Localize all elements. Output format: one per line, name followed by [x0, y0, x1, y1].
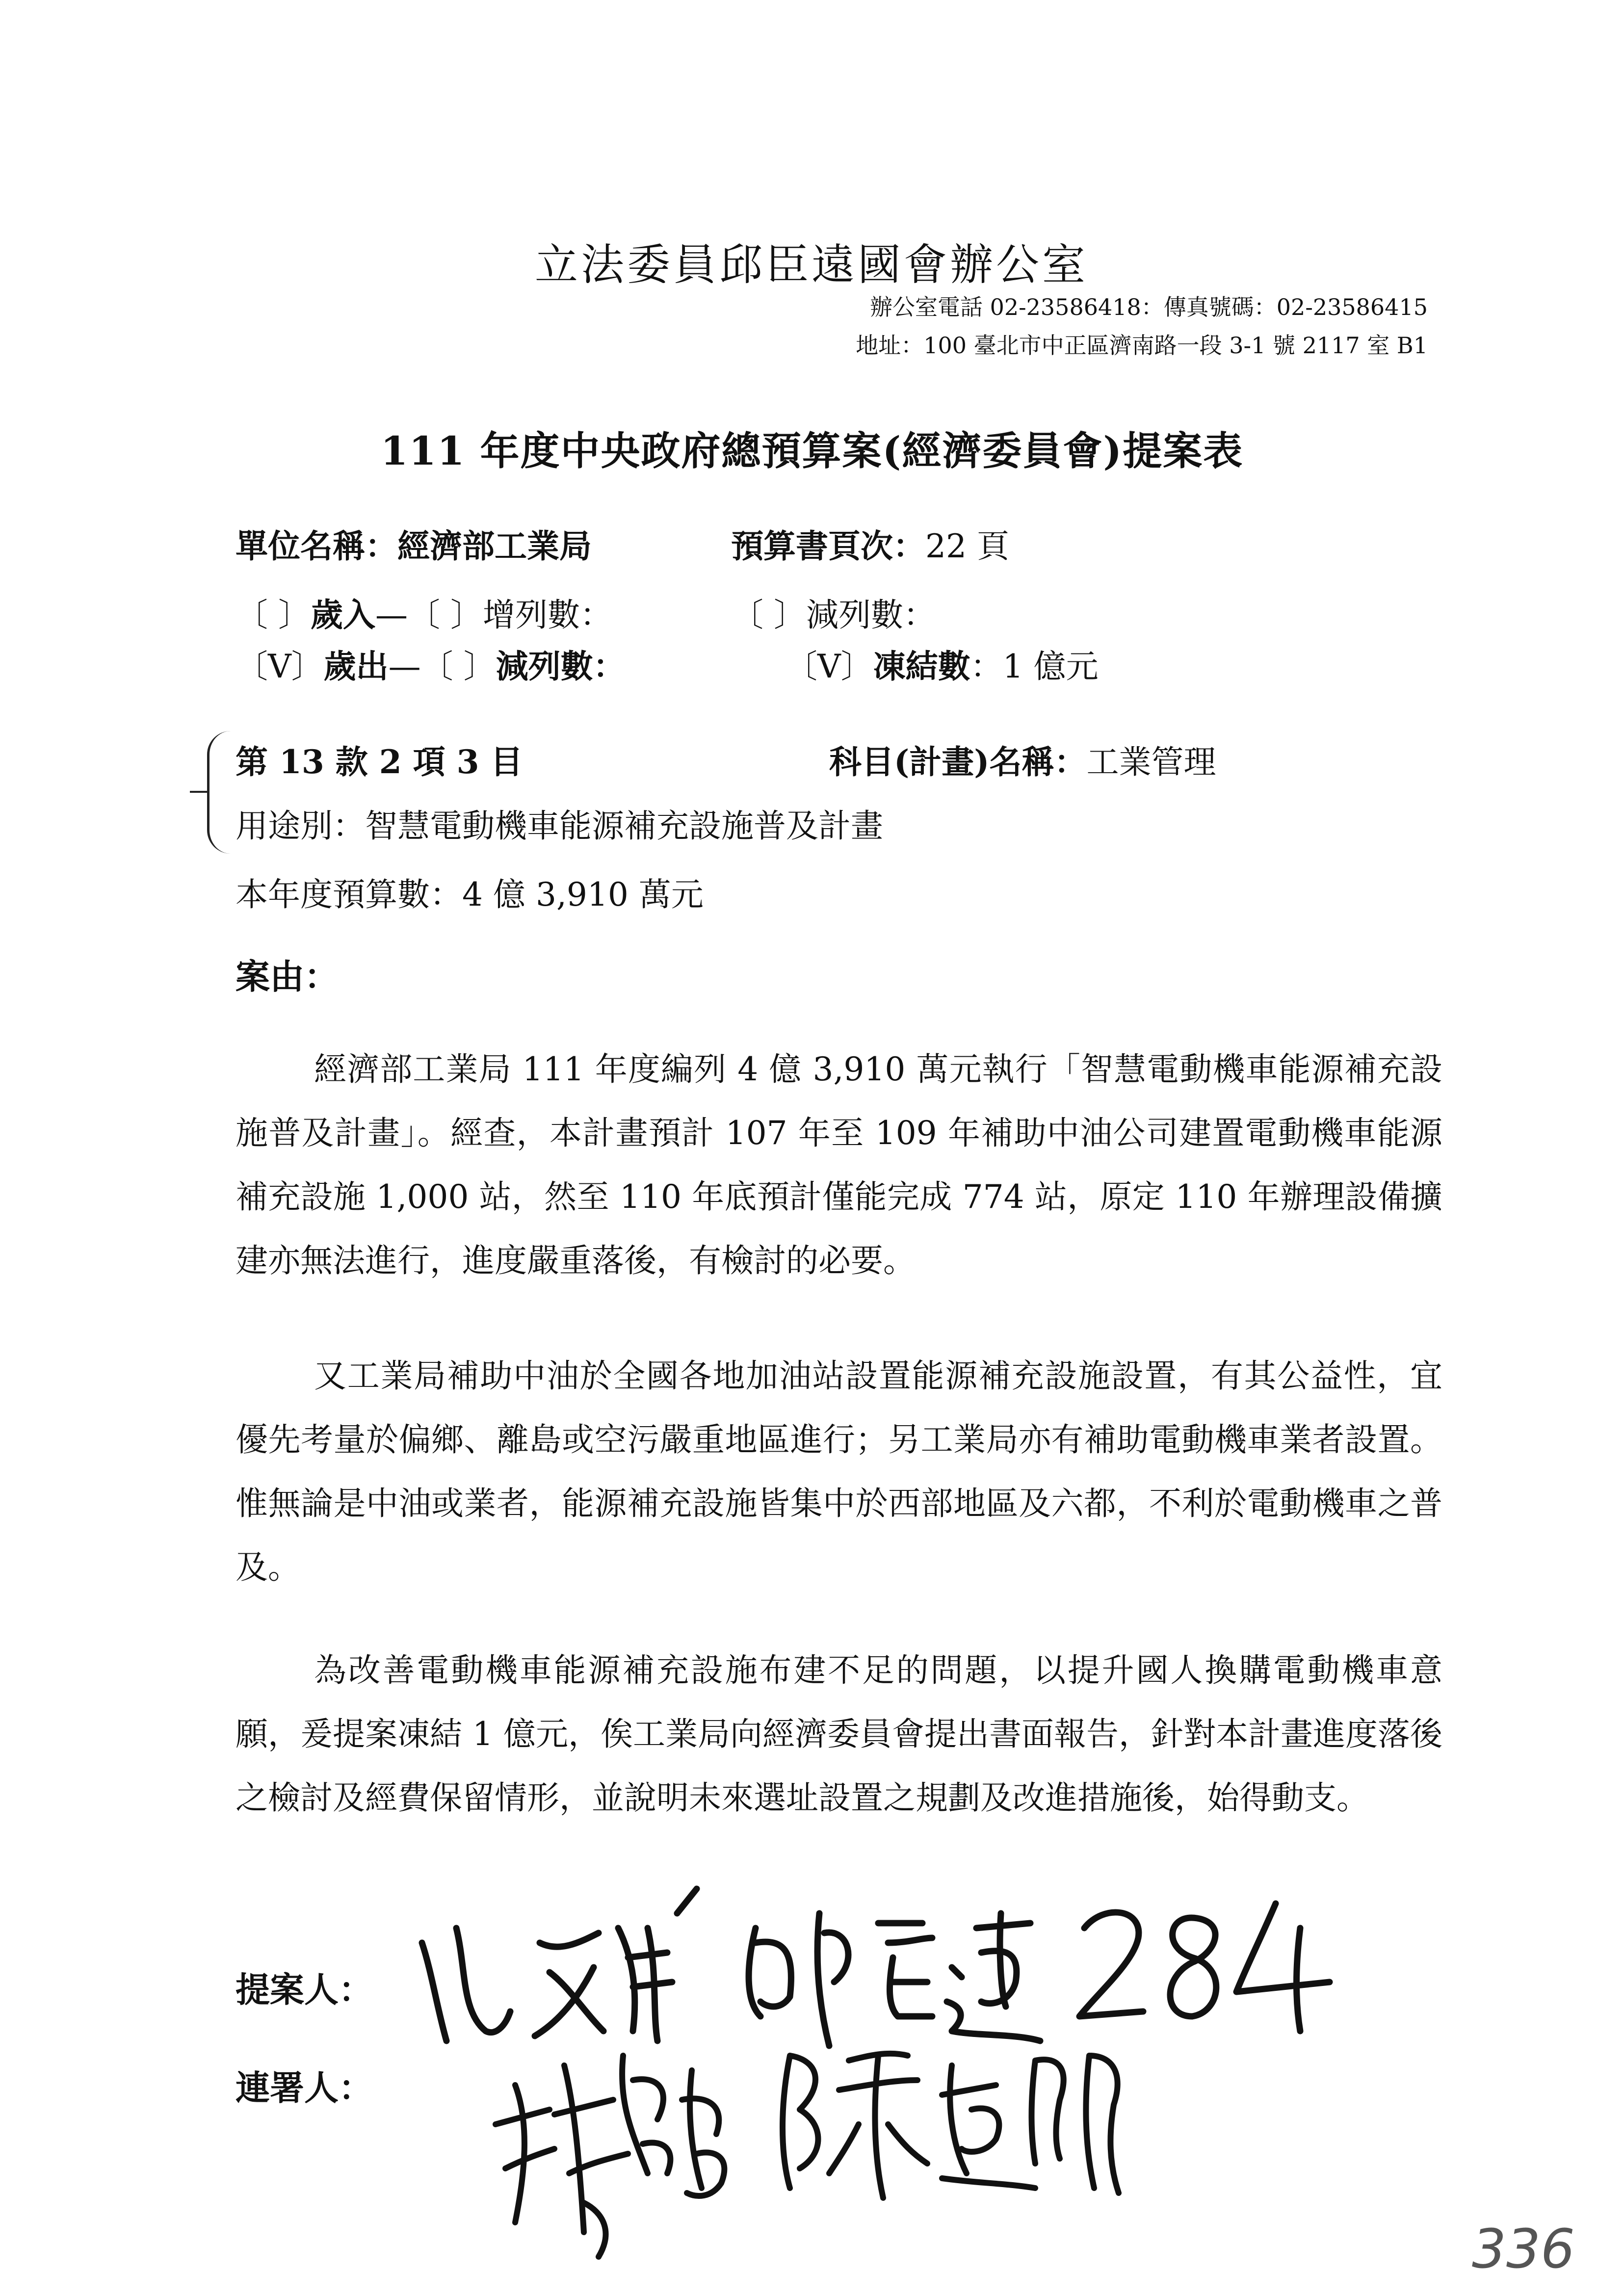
- budget-line: 本年度預算數：4 億 3,910 萬元: [236, 876, 704, 913]
- income-label: 歲入: [310, 596, 375, 634]
- expense-checkbox: 〔V〕: [236, 648, 324, 685]
- freeze-row: [785, 640, 1099, 687]
- cosigner-signature-stroke-6: [783, 2056, 818, 2188]
- proposer-signature-stroke-5: [677, 1889, 697, 1913]
- cosigner-signatures: [486, 2026, 1173, 2271]
- unit-row: [236, 520, 592, 567]
- subject-row: [829, 736, 1216, 783]
- expense-dash: —〔 〕: [388, 648, 496, 685]
- office-address: 地址：100 臺北市中正區濟南路一段 3-1 號 2117 室 B1: [856, 332, 1428, 359]
- page-value: 22 頁: [925, 527, 1009, 565]
- signature-number-2: [1079, 1912, 1143, 2016]
- expense-reduce-label: 減列數：: [496, 647, 626, 685]
- office-name: 立法委員邱臣遠國會辦公室: [535, 239, 1089, 290]
- proposer-signature-stroke-3: [535, 1933, 603, 2036]
- office-phone: 辦公室電話 02-23586418：傳真號碼：02-23586415: [869, 294, 1428, 320]
- usage-line: 用途別：智慧電動機車能源補充設施普及計畫: [236, 807, 883, 845]
- cosigner-signature-stroke-5: [584, 2203, 605, 2257]
- expense-row: [236, 640, 626, 687]
- cosigner-signature-stroke-9: [1032, 2056, 1119, 2193]
- unit-label: 單位名稱：: [236, 527, 397, 565]
- cosigner-signature-stroke-8: [942, 2065, 1035, 2188]
- item-bracket: [207, 731, 234, 854]
- income-increase: —〔 〕增列數：: [375, 596, 612, 634]
- proposer-signature-stroke-8: [947, 1913, 1040, 2041]
- freeze-value: ：1 億元: [970, 648, 1099, 685]
- document-title: 111 年度中央政府總預算案(經濟委員會)提案表: [380, 428, 1244, 474]
- expense-label: 歲出: [323, 647, 389, 685]
- page-label: 預算書頁次：: [731, 527, 925, 565]
- cosigner-label: 連署人：: [236, 2067, 373, 2108]
- page-number: 336: [1472, 2218, 1575, 2280]
- proposer-signature-stroke-2: [456, 1928, 510, 2033]
- item-number: 第 13 款 2 項 3 目: [236, 743, 523, 781]
- unit-value: 經濟部工業局: [397, 527, 592, 565]
- signature-number-4: [1236, 1904, 1330, 2031]
- income-row: [236, 589, 612, 635]
- proposer-label: 提案人：: [236, 1969, 373, 2010]
- cosigner-signature-stroke-7: [829, 2054, 927, 2198]
- paragraph-1: 經濟部工業局 111 年度編列 4 億 3,910 萬元執行「智慧電動機車能源補充設施普及計畫」。經查，本計畫預計 107 年至 109 年補助中油公司建置電動機車能源補充設施 1,000 站，然至 110 年底預計僅能完成 774 站，原定 110 年辦理設備擴建亦無法進行，進度嚴重落後，有檢討的必要。: [236, 1050, 1442, 1279]
- signature-number-8: [1170, 1918, 1216, 2016]
- cosigner-signature-stroke-1: [496, 2085, 554, 2222]
- income-reduce: 〔 〕減列數：: [731, 596, 936, 634]
- reason-label: 案由：: [236, 956, 339, 997]
- page-ref-row: [731, 520, 1009, 567]
- proposer-signature-stroke-7: [878, 1923, 932, 2016]
- proposer-signature-stroke-1: [422, 1943, 446, 2041]
- freeze-label: 凍結數: [873, 647, 970, 685]
- proposer-signature-stroke-4: [618, 1928, 672, 2041]
- paragraph-2: 又工業局補助中油於全國各地加油站設置能源補充設施設置，有其公益性，宜優先考量於偏鄉、離島或空污嚴重地區進行；另工業局亦有補助電動機車業者設置。惟無論是中油或業者，能源補充設施皆集中於西部地區及六都，不利於電動機車之普及。: [236, 1357, 1442, 1586]
- freeze-checkbox: 〔V〕: [785, 648, 873, 685]
- subject-value: 工業管理: [1086, 743, 1216, 781]
- subject-label: 科目(計畫)名稱：: [829, 743, 1087, 781]
- income-checkbox: 〔 〕: [236, 596, 311, 634]
- paragraph-3: 為改善電動機車能源補充設施布建不足的問題，以提升國人換購電動機車意願，爰提案凍結 1 億元，俟工業局向經濟委員會提出書面報告，針對本計畫進度落後之檢討及經費保留情形，並說明未來選址設置之規劃及改進措施後，始得動支。: [236, 1651, 1442, 1817]
- cosigner-signature-stroke-4: [682, 2070, 724, 2196]
